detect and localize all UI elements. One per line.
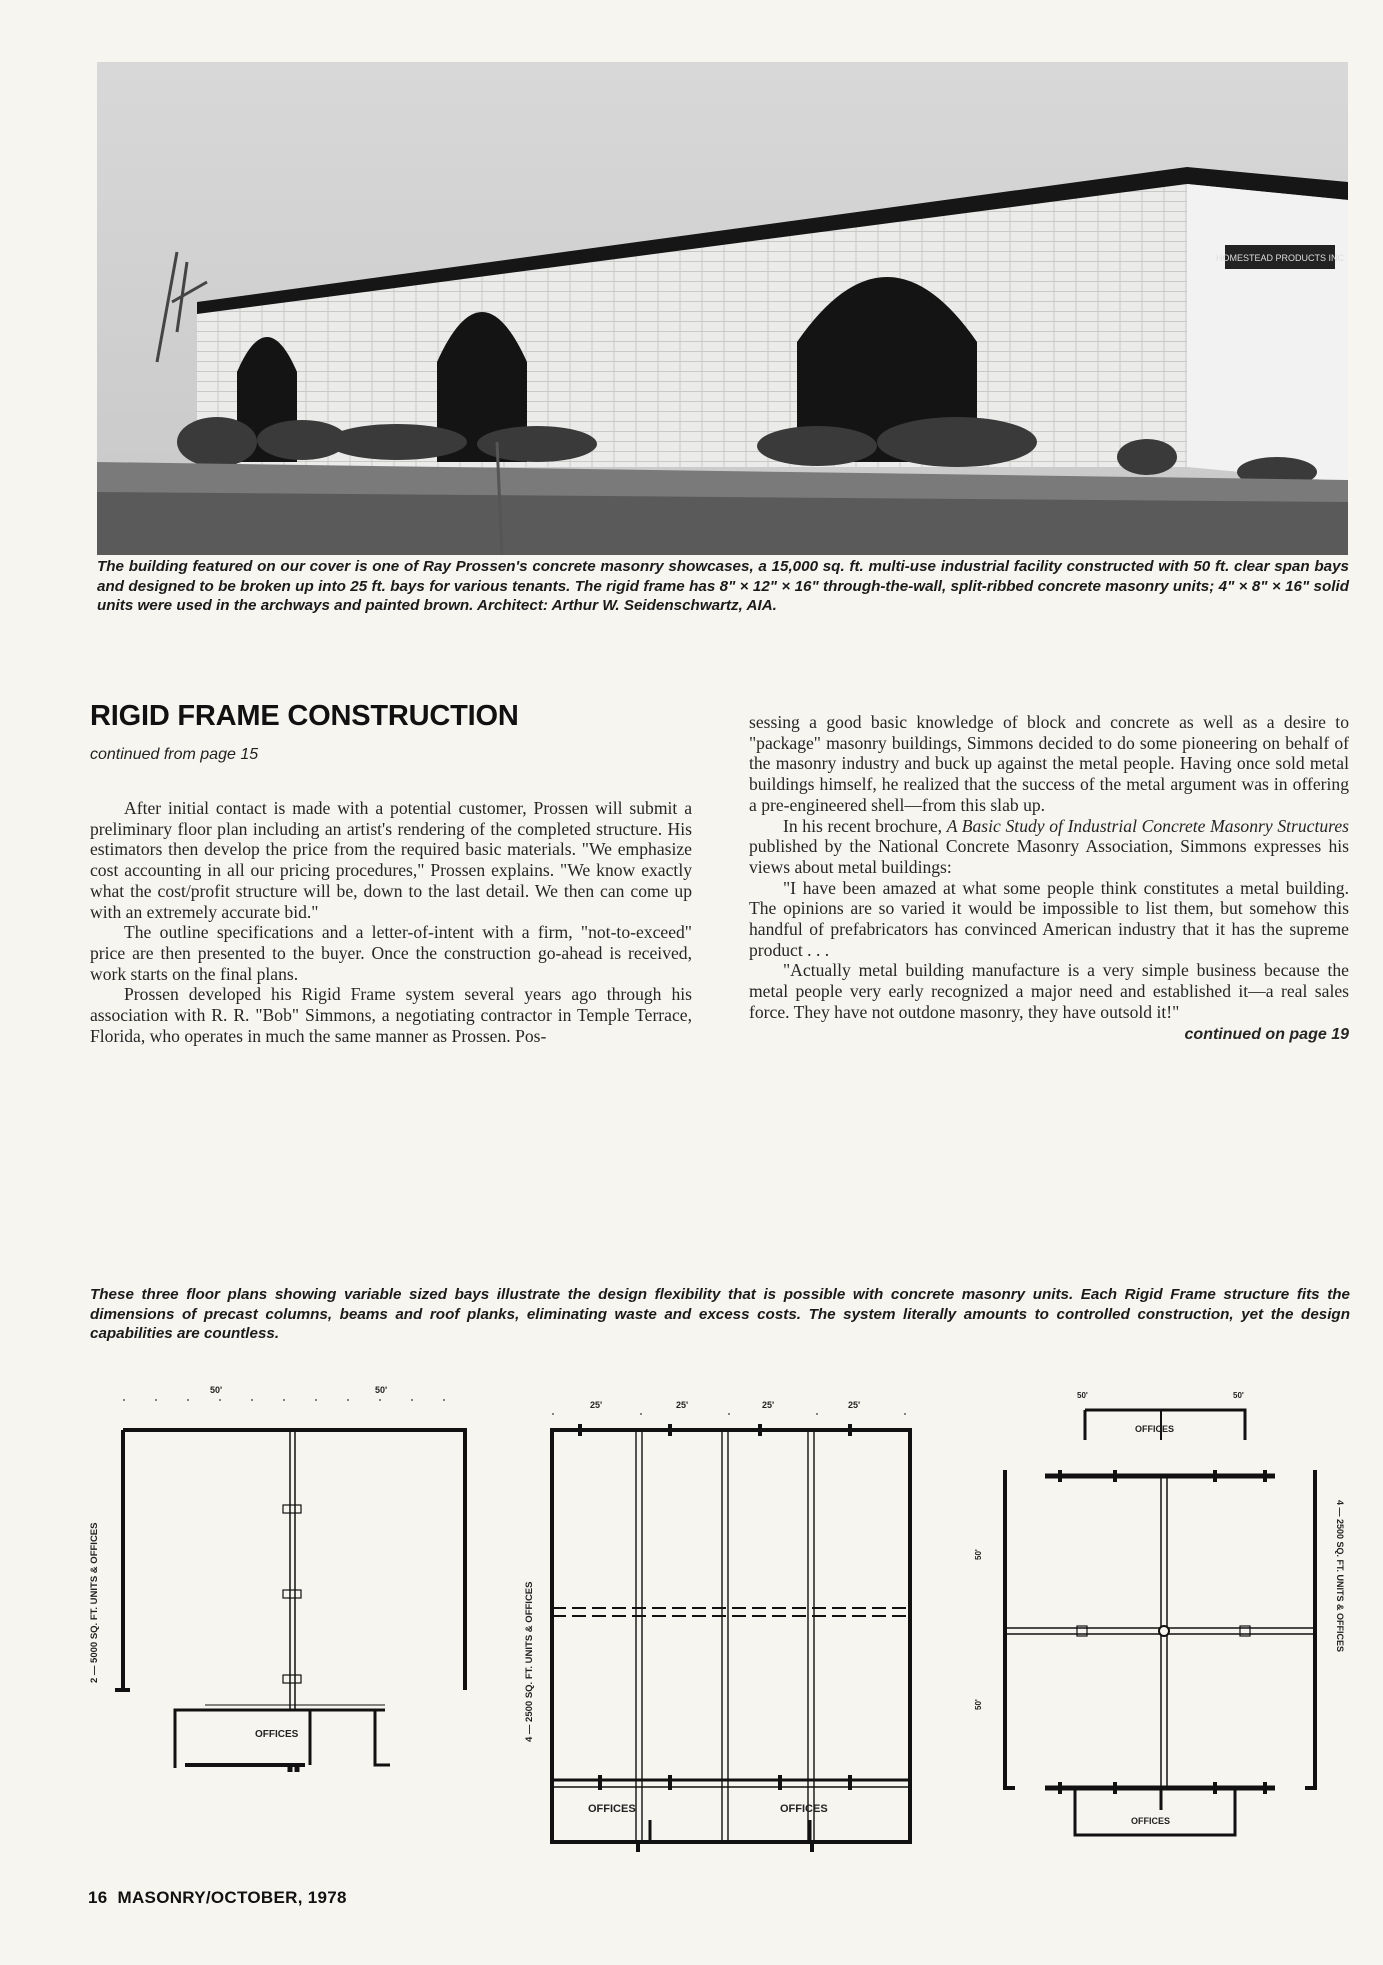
floor-plans-caption: These three floor plans showing variable sized bays illustrate the design flexibility that is possible with concrete masonry units. Each Rigid Frame structure fits the dimensions of precast columns, beams and roof planks, eliminating waste and excess costs. The system literally amounts to controlled construction, yet the design capabilities are countless. [90, 1286, 1350, 1342]
page-number: 16 [88, 1888, 108, 1907]
offices-label: OFFICES [255, 1729, 299, 1740]
plan-side-label: 4 — 2500 SQ. FT. UNITS & OFFICES [1335, 1500, 1345, 1653]
photo-caption: The building featured on our cover is one of Ray Prossen's concrete masonry showcases, a 15,000 sq. ft. multi-use industrial facility constructed with 50 ft. clear span bays and designed to be broken up into 25 ft. bays for various tenants. The rigid frame has 8" × 12" × 16" through-the-wall, split-ribbed concrete masonry units; 4" × 8" × 16" solid units were used in the archways and painted brown. Architect: Arthur W. Seidenschwartz, AIA. [97, 558, 1349, 614]
dimension-label: 50' [974, 1699, 983, 1710]
dimension-label: 25' [848, 1400, 861, 1410]
plan-side-label: 2 — 5000 SQ. FT. UNITS & OFFICES [89, 1522, 100, 1683]
floor-plan-1 [85, 1380, 475, 1850]
dimension-label: 50' [1233, 1391, 1244, 1400]
cover-building-photo [97, 62, 1348, 555]
offices-label: OFFICES [1135, 1424, 1175, 1434]
dimension-label: 25' [590, 1400, 603, 1410]
text-run: published by the National Concrete Masonry Association, Simmons expresses his views about metal buildings: [749, 836, 1349, 877]
paragraph: Prossen developed his Rigid Frame system several years ago through his association with R. R. "Bob" Simmons, a negotiating contractor in Temple Terrace, Florida, who operates in much the same manner as Prossen. Pos- [90, 984, 692, 1046]
dimension-label: 50' [1077, 1391, 1088, 1400]
quote-paragraph: "I have been amazed at what some people think constitutes a metal building. The opinions are so varied it would be impossible to list them, but somehow this handful of prefabricators has convinced American industry that it has the supreme product . . . [749, 877, 1349, 960]
page-footer [88, 1888, 347, 1908]
article-title: RIGID FRAME CONSTRUCTION [90, 700, 519, 732]
dimension-label: 50' [375, 1385, 388, 1395]
paragraph: sessing a good basic knowledge of block and concrete as well as a desire to "package" masonry buildings, Simmons decided to do some pioneering on behalf of the masonry industry and buck up against the metal people. Having once sold metal buildings himself, he realized that the success of the metal argument was in offering a pre-engineered shell—from this slab up. [749, 712, 1349, 815]
building-sign: HOMESTEAD PRODUCTS INC [1215, 253, 1345, 263]
dimension-label: 25' [762, 1400, 775, 1410]
article-column-right [749, 712, 1349, 1045]
offices-label: OFFICES [780, 1803, 828, 1815]
continued-from-note: continued from page 15 [90, 746, 259, 763]
dimension-label: 50' [210, 1385, 223, 1395]
article-column-left [90, 798, 692, 1046]
floor-plan-2 [510, 1380, 920, 1860]
continued-on-note: continued on page 19 [1184, 1025, 1349, 1043]
paragraph: The outline specifications and a letter-of-intent with a firm, "not-to-exceed" price are then presented to the buyer. Once the construction go-ahead is received, work starts on the final plans. [90, 922, 692, 984]
dimension-label: 50' [974, 1549, 983, 1560]
paragraph: After initial contact is made with a potential customer, Prossen will submit a preliminary floor plan including an artist's rendering of the completed structure. His estimators then develop the price from the required basic materials. "We emphasize cost accounting in all our pricing procedures," Prossen explains. "We know exactly what the cost/profit structure will be, down to the last detail. We then can come up with an extremely accurate bid." [90, 798, 692, 922]
floor-plan-3 [965, 1380, 1355, 1860]
text-run: In his recent brochure, [783, 815, 947, 836]
offices-label: OFFICES [588, 1803, 636, 1815]
dimension-label: 25' [676, 1400, 689, 1410]
brochure-title: A Basic Study of Industrial Concrete Masonry Structures [946, 815, 1349, 836]
plan-side-label: 4 — 2500 SQ. FT. UNITS & OFFICES [524, 1581, 535, 1742]
paragraph [749, 816, 1349, 878]
quote-paragraph: "Actually metal building manufacture is a very simple business because the metal people very early recognized a major need and established it—a real sales force. They have not outdone masonry, they have outsold it!" [749, 960, 1349, 1022]
publication-info: MASONRY/OCTOBER, 1978 [117, 1888, 347, 1907]
offices-label: OFFICES [1131, 1816, 1171, 1826]
